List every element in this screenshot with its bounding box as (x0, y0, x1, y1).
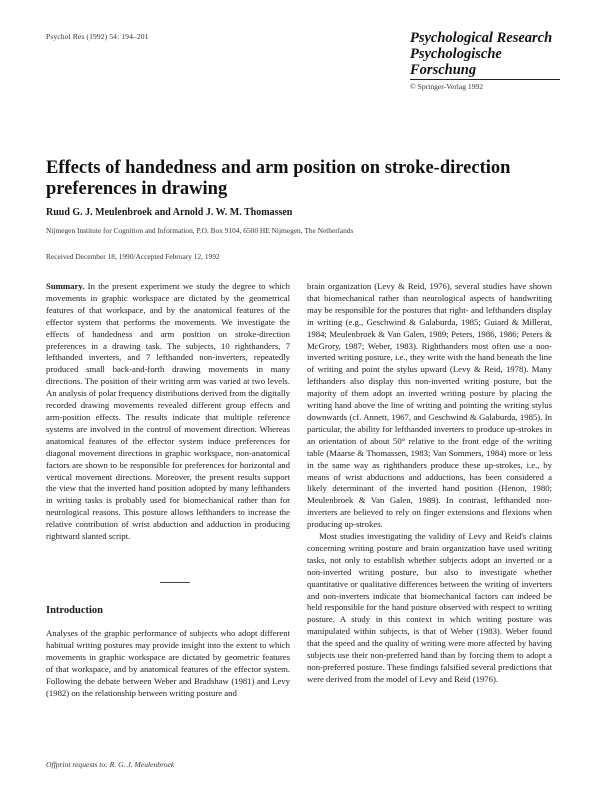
right-paragraph-1: brain organization (Levy & Reid, 1976), several studies have shown that biomechanical rather than neurological aspects of handwriting may be responsible for the postures that right- and lefthanders display in writing (e.g., Geschwind & Galaburda, 1985; Guiard & Millerat, 1984; Meulenbroek & Van Galen, 1989; Peters, 1986, 1986; Peters & McGrory, 1987; Weber, 1983). Righthanders most often use a non-inverted writing posture, i.e., they write with the hand beneath the line of writing and point the stylus upward (Levy & Reid, 1978). Many lefthanders also display this non-inverted writing posture, but the majority of them adopt an inverted writing posture by placing the writing hand above the line of writing and pointing the writing stylus downwards (cf. Annett, 1967, and Geschwind & Galaburda, 1985). In particular, the ability for lefthanded inverters to produce up-strokes in an orientation of about 50° relative to the front edge of the writing table (Maarse & Thomassen, 1983; Van Sommers, 1984) more or less in the same way as righthanders produce these up-strokes, i.e., by means of wrist abductions and adductions, has been considered a likely determinant of the inverted hand position (Henon, 1980; Meulenbroek & Van Galen, 1989). In contrast, lefthanded non-inverters are believed to rely on finger extensions and flexions when producing up-strokes. (307, 281, 552, 530)
summary-text: In the present experiment we study the degree to which movements in graphic workspace are dictated by the geometrical features of that workspace, and by the anatomical features of the effector system that performs the movements. We investigate the effects of handedness and arm position on stroke-direction preferences in a drawing task. The subjects, 10 righthanders, 7 lefthanded inverters, and 7 lefthanded non-inverters, repeatedly produced small back-and-forth drawing movements in many directions. The position of their writing arm was varied at two levels. An analysis of polar frequency distributions derived from the digitally recorded drawing movements revealed different group effects and arm-position effects. The results indicate that multiple reference systems are involved in the control of movement direction. Whereas anatomical features of the effector system induce preferences for diagonal movement directions in graphic workspace, non-anatomical factors are shown to be responsible for preferences for horizontal and vertical movement directions. Moreover, the present results support the view that the inverted hand position adopted by many lefthanders in writing tasks is probably used for biomechanical rather than for neurological reasons. This posture allows lefthanders to increase the relative contribution of wrist abduction and adduction in producing rightward slanted script. (46, 281, 290, 542)
section-divider (160, 582, 190, 583)
received-dates: Received December 18, 1990/Accepted February 12, 1992 (46, 252, 220, 261)
article-authors: Ruud G. J. Meulenbroek and Arnold J. W. M. Thomassen (46, 207, 293, 218)
introduction-paragraph: Analyses of the graphic performance of subjects who adopt different habitual writing postures may provide insight into the extent to which movements in graphic workspace are dictated by geometric features of that workspace, and by anatomical features of the effector system. Following the debate between Weber and Bradshaw (1981) and Levy (1982) on the relationship between writing posture and (46, 628, 290, 698)
masthead-rule (410, 79, 560, 80)
summary-paragraph (46, 281, 290, 543)
right-column (307, 281, 552, 686)
article-title: Effects of handedness and arm position on stroke-direction preferences in drawing (46, 158, 511, 199)
offprint-requests: Offprint requests to: R. G. J. Meulenbroek (46, 760, 175, 769)
publisher-copyright: © Springer-Verlag 1992 (410, 82, 484, 91)
journal-citation: Psychol Res (1992) 54: 194–201 (46, 32, 149, 41)
introduction-body (46, 628, 290, 699)
author-affiliation: Nijmegen Institute for Cognition and Information, P.O. Box 9104, 6500 HE Nijmegen, The Netherlands (46, 226, 354, 235)
summary-label: Summary. (46, 281, 85, 291)
introduction-heading: Introduction (46, 605, 103, 616)
summary-column (46, 281, 290, 543)
right-paragraph-2: Most studies investigating the validity of Levy and Reid's claims concerning writing posture and brain organization have used writing tasks, not only to establish whether subjects adopt an inverted or a non-inverted writing posture, but also to investigate whether quantitative or qualitative differences between the writing of inverters and non-inverters indicate that biomechanical factors can indeed be held responsible for the hand posture observed with respect to writing posture. A study in this context in which writing posture was manipulated within subjects, is that of Weber (1983). Weber found that the speed and the quality of writing were more affected by having subjects use their non-preferred hand than by forcing them to adopt a non-preferred posture. These findings falsified several predictions that were derived from the model of Levy and Reid (1976). (307, 531, 552, 684)
journal-masthead (410, 30, 570, 91)
journal-title-english: Psychological Research (410, 30, 553, 46)
journal-title-german: Psychologische Forschung (410, 46, 502, 78)
